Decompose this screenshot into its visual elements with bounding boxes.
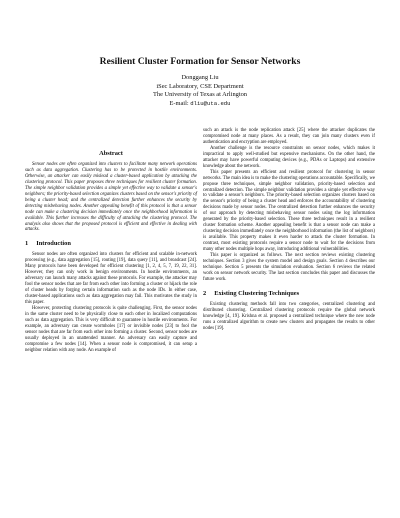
intro-paragraph-1: Sensor nodes are often organized into clusters for efficient and scalable in-network processing (e.g., data aggregation [15], routing [19], data query [11], and broadcast [24]. Many protocols have been developed for efficient clustering [1, 2, 4, 5, 7, 19, 22, 31]. However, they can only work in benign environments. In hostile environments, an adversary can launch many attacks against these protocols. For example, the attacker may fool the sensor nodes that are far from each other into forming a cluster or hijack the role of cluster heads by forging certain information such as the node IDs. In either case, cluster-based applications such as data aggregation may fail. This motivates the study in this paper.: [25, 252, 197, 306]
section-1-number: 1: [25, 240, 29, 248]
abstract: [25, 162, 197, 233]
abstract-heading: Abstract: [99, 150, 123, 157]
section-1-title: Introduction: [36, 240, 71, 248]
right-paragraph-4: This paper is organized as follows. The next section reviews existing clustering techniques. Section 3 gives the system model and design goals. Section 4 describes our technique. Section 5 presents the simulation evaluation. Section 6 reviews the related work on sensor network security. The last section concludes this paper and discusses the future work.: [203, 253, 375, 282]
section-2-title: Existing Clustering Techniques: [214, 289, 300, 297]
right-paragraph-2: Another challenge is the resource constraints on sensor nodes, which makes it impractical to apply well-studied but expensive mechanisms. On the other hand, the attacker may have powerful computing devices (e.g., PDAs or Laptops) and extensive knowledge about the network.: [203, 145, 375, 169]
section-2-paragraph-1: Existing clustering methods fall into two categories, centralized clustering and distributed clustering. Centralized clustering protocols require the global network knowledge [4, 19]. Krishna et al. proposed a centralized technique where the new node runs a centralized algorithm to create new clusters and propagates the results to other nodes [19].: [203, 301, 375, 331]
right-paragraph-1: such an attack is the node replication attack [25] where the attacker duplicates the compromised node at many places. As a result, they can join many clusters even if authentication and encryption are employed.: [203, 128, 375, 145]
section-2-heading: [203, 290, 375, 297]
author-email-line: [0, 100, 400, 109]
section-2-number: 2: [203, 289, 207, 297]
right-paragraph-3: This paper presents an efficient and resilient protocol for clustering in sensor networks. The main idea is to make the clustering operations accountable. Specifically, we propose three techniques, simple neighbor validation, priority-based selection and centralized detection. The simple neighbor validation provides a simple yet effective way to validate a sensor's neighbors. The priority-based selection organizes clusters based on the sensor's priority of being a cluster head and enforces the accountability of clustering decisions made by sensor nodes. The centralized detection further enhances the security of our approach by detecting misbehaving sensor nodes using the log information generated by the priority-based selection. These three techniques result in a resilient cluster formation scheme. Another appealing benefit is that a sensor node can make a clustering decision immediately once the neighborhood information (the list of neighbors) is available. This property makes it even harder to attack the cluster formation. In contrast, most existing protocols require a sensor node to wait for the decisions from many other nodes multiple hops away, introducing additional vulnerabilities.: [203, 169, 375, 253]
email-label: E-mail:: [169, 99, 189, 107]
author-email: dliu@uta.edu: [190, 99, 231, 107]
section-1-heading: [25, 240, 197, 247]
left-column: [25, 150, 197, 354]
intro-paragraph-2: However, protecting clustering protocols is quite challenging. First, the sensor nodes in the same cluster need to be physically close to each other in localized computations such as data aggregation. This is very difficult to guarantee in hostile environments. For example, an adversary can create wormholes [17] or invisible nodes [23] to fool the sensor nodes that are far from each other into forming a cluster. Second, sensor nodes are usually deployed in an unattended manner. An adversary can easily capture and compromise a few nodes [14]. When a sensor node is compromised, it can setup a neighbor relation with any node. An example of: [25, 306, 197, 353]
paper-title: Resilient Cluster Formation for Sensor Networks: [99, 56, 301, 67]
right-column: [203, 128, 375, 332]
abstract-text: Sensor nodes are often organized into clusters to facilitate many network operations such as data aggregation. Clustering has to be protected in hostile environments. Otherwise, an attacker can easily mislead a cluster-based application by attacking the clustering protocol. This paper proposes three techniques for resilient cluster formation. The simple neighbor validation provides a simple yet effective way to validate a sensor's neighbors; the priority-based selection organizes clusters based on the sensor's priority of being a cluster head; and the centralized detection further enhances the security by detecting misbehaving nodes. Another appealing benefit of this protocol is that a sensor node can make a clustering decision immediately once the neighborhood information is available. This further increases the difficulty of attacking the clustering protocol. The analysis also shows that the proposed protocol is efficient and effective in dealing with attacks.: [25, 162, 197, 233]
affiliation-university: The University of Texas at Arlington: [152, 91, 248, 99]
author-name: Donggang Liu: [181, 74, 219, 81]
author-block: [0, 74, 400, 108]
affiliation-lab: iSec Laboratory, CSE Department: [156, 82, 244, 90]
